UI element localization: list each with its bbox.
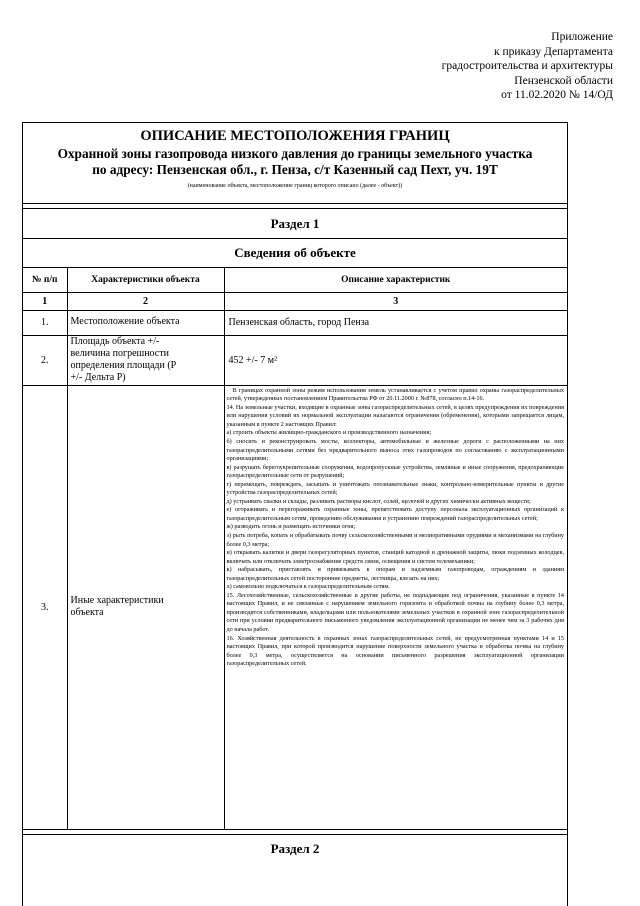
row-characteristic: Площадь объекта +/- величина погрешности определения площади (Р +/- Дельта Р) <box>67 335 224 385</box>
row-description: 452 +/- 7 м² <box>224 335 567 385</box>
restrictions-text <box>225 386 568 827</box>
appendix-line: к приказу Департамента <box>494 45 613 58</box>
column-number-row <box>23 292 567 310</box>
row-number: 2. <box>23 335 67 385</box>
restrictions-paragraph: В границах охранной зоны режим использования земель устанавливается с учетом правил охраны газораспределительных сетей, утвержденных постановлением Правительства РФ от 20.11.2000 г. №878, согласно п.14-16. <box>226 386 564 403</box>
restrictions-paragraph: а) строить объекты жилищно-гражданского и производственного назначения; <box>226 429 432 437</box>
restrictions-paragraph: 16. Хозяйственная деятельность в охранных зонах газораспределительных сетей, не предусмотренная пунктами 14 и 15 настоящих Правил, при которой производится нарушение поверхности земельного участка и обработка почвы на глубину более 0,3 метра, осуществляется на основании письменного разрешения эксплуатационной организации газораспределительных сетей. <box>226 634 564 668</box>
row-number: 1. <box>23 310 67 335</box>
appendix-line: Пензенской области <box>514 74 613 87</box>
appendix-note <box>353 30 613 103</box>
row-characteristic: Иные характеристики объекта <box>67 385 224 829</box>
appendix-line: от 11.02.2020 № 14/ОД <box>501 89 613 102</box>
restrictions-paragraph: б) сносить и реконструировать мосты, коллекторы, автомобильные и железные дороги с расположенными на них газораспределительными сетями без предварительного выноса этих газопроводов по согласованию с эксплуатационными организациями; <box>226 437 564 463</box>
section-1-title: Раздел 1 <box>23 209 567 239</box>
appendix-line: Приложение <box>551 31 613 43</box>
row-number: 3. <box>23 385 67 829</box>
restrictions-paragraph: д) устраивать свалки и склады, разливать растворы кислот, солей, щелочей и других химически активных веществ; <box>226 497 531 505</box>
restrictions-paragraph: л) самовольно подключаться к газораспределительным сетям. <box>226 583 390 591</box>
section-2-title: Раздел 2 <box>270 840 320 856</box>
restrictions-paragraph: ж) разводить огонь и размещать источники огня; <box>226 523 356 531</box>
document-title: ОПИСАНИЕ МЕСТОПОЛОЖЕНИЯ ГРАНИЦ <box>140 128 450 144</box>
restrictions-paragraph: 15. Лесохозяйственные, сельскохозяйственные и другие работы, не подпадающие под ограничения, указанные в пункте 14 настоящих Правил, и не связанные с нарушением земельного горизонта и обработкой почвы на глубину более 0,3 метра, производятся собственниками, владельцами или пользователями земельных участков в охранной зоне газораспределительной сети при условии предварительного письменного уведомления эксплуатационной организации не менее чем за 3 рабочих дня до начала работ. <box>226 591 564 633</box>
row-characteristic: Местоположение объекта <box>67 310 224 335</box>
restrictions-paragraph: г) перемещать, повреждать, засыпать и уничтожать опознавательные знаки, контрольно-измерительные пункты и другие устройства газораспределительных сетей; <box>226 480 564 497</box>
restrictions-paragraph: к) набрасывать, приставлять и привязывать к опорам и надземным газопроводам, ограждениям и зданиям газораспределительных сетей посторонние предметы, лестницы, влезать на них; <box>226 566 564 582</box>
document-subtitle-line: Охранной зоны газопровода низкого давления до границы земельного участка <box>57 146 533 161</box>
row-description: Пензенская область, город Пенза <box>224 310 567 335</box>
column-number: 1 <box>23 292 67 310</box>
restrictions-paragraph: з) рыть погреба, копать и обрабатывать почву сельскохозяйственными и мелиоративными орудиями и механизмами на глубину более 0,3 метра; <box>226 531 564 548</box>
document-frame <box>22 122 568 906</box>
row-description <box>224 385 567 829</box>
document-header <box>23 123 567 204</box>
column-number: 2 <box>67 292 224 310</box>
restrictions-paragraph: е) огораживать и перегораживать охранные зоны, препятствовать доступу персонала эксплуатационных организаций к газораспределительным сетям, проведению обслуживания и устранению повреждений газораспределительных сетей; <box>226 506 564 522</box>
column-header: Описание характеристик <box>224 268 567 292</box>
document-subtitle-line: по адресу: Пензенская обл., г. Пенза, с/т Казенный сад Пехт, уч. 19Т <box>92 161 498 177</box>
table-row <box>23 335 567 385</box>
object-info-table <box>23 268 567 830</box>
table-row <box>23 385 567 829</box>
column-number: 3 <box>224 292 567 310</box>
table-header-row <box>23 268 567 292</box>
restrictions-paragraph: в) разрушать берегоукрепительные сооружения, водопропускные устройства, земляные и иные сооружения, предохраняющие газораспределительные сети от разрушений; <box>226 463 564 480</box>
appendix-line: градостроительства и архитектуры <box>441 60 613 73</box>
restrictions-paragraph: 14. На земельные участки, входящие в охранные зоны газораспределительных сетей, в целях предупреждения их повреждения или нарушения условий их нормальной эксплуатации налагаются ограничения (обременения), которыми запрещается лицам, указанным в пункте 2 настоящих Правил: <box>226 403 564 428</box>
restrictions-paragraph: и) открывать калитки и двери газорегуляторных пунктов, станций катодной и дренажной защиты, люки подземных колодцев, включать или отключать электроснабжение средств связи, освещения и систем телемеханики; <box>226 549 564 565</box>
section-1-subtitle: Сведения об объекте <box>23 239 567 268</box>
object-hint: (наименование объекта, местоположение границ которого описано (далее - объект)) <box>187 183 403 189</box>
column-header: Характеристики объекта <box>67 268 224 292</box>
column-header: № п/п <box>23 268 67 292</box>
table-row <box>23 310 567 335</box>
